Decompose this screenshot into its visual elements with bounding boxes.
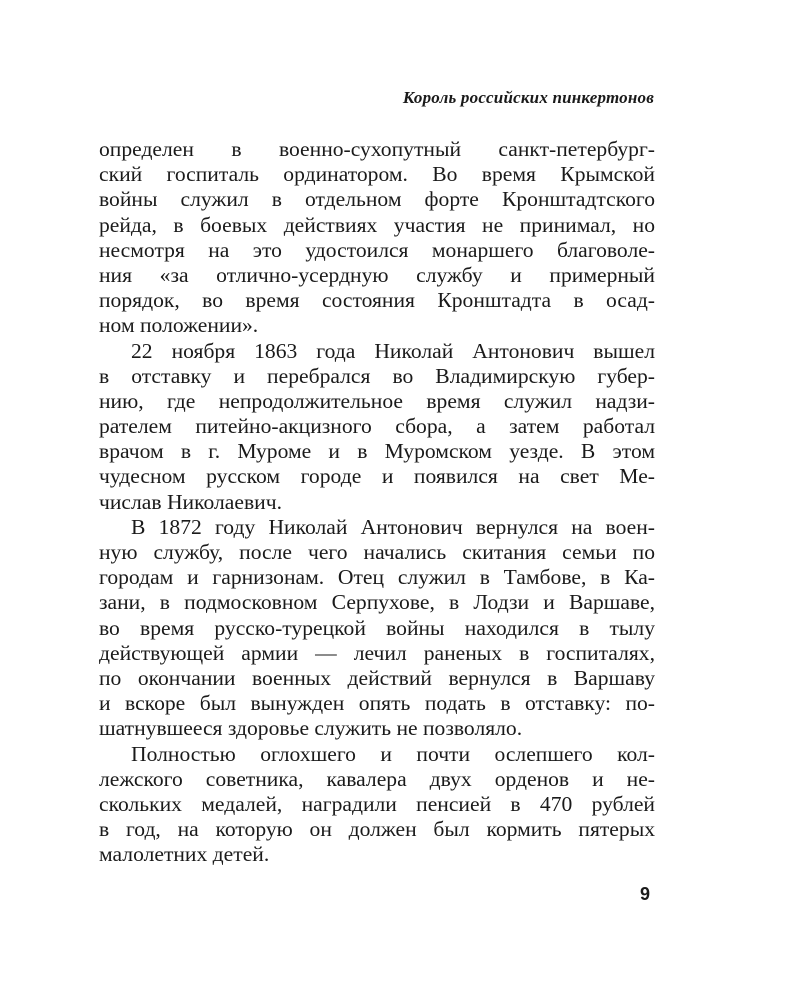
text-line: и вскоре был вынужден опять подать в отставку: по- [99, 691, 655, 716]
text-line: лежского советника, кавалера двух орденов и не- [99, 766, 655, 791]
text-line: скольких медалей, наградили пенсией в 470 рублей [99, 791, 655, 816]
page-number: 9 [639, 884, 650, 904]
running-head: Король российских пинкертонов [402, 88, 654, 107]
text-line: чудесном русском городе и появился на свет Ме- [99, 464, 655, 489]
text-line: нию, где непродолжительное время служил надзи- [99, 388, 655, 413]
text-line: порядок, во время состояния Кронштадта в осад- [99, 288, 655, 313]
text-line: ную службу, после чего начались скитания семьи по [99, 540, 655, 564]
paragraph-4 [99, 742, 655, 868]
text-line: несмотря на это удостоился монаршего благоволе- [99, 237, 655, 262]
paragraph-2 [99, 339, 655, 515]
text-line: Полностью оглохшего и почти ослепшего кол- [131, 741, 655, 766]
text-line: зани, в подмосковном Серпухове, в Лодзи и Варшаве, [99, 590, 655, 615]
text-line: ном положении». [99, 313, 259, 338]
text-line: рейда, в боевых действиях участия не принимал, но [99, 212, 655, 237]
text-line: определен в военно-сухопутный санкт-петербург- [99, 137, 655, 161]
text-line: рателем питейно-акцизного сбора, а затем работал [99, 414, 655, 439]
text-line: врачом в г. Муроме и в Муромском уезде. В этом [99, 439, 655, 464]
text-line: городам и гарнизонам. Отец служил в Тамбове, в Ка- [99, 565, 655, 590]
text-line: в отставку и перебрался во Владимирскую губер- [99, 363, 655, 388]
paragraph-1 [99, 137, 655, 339]
text-line: В 1872 году Николай Антонович вернулся на воен- [131, 514, 655, 539]
body-text [99, 137, 655, 867]
text-line: ния «за отлично-усердную службу и примерный [99, 262, 655, 287]
text-line: шатнувшееся здоровье служить не позволяло. [99, 716, 523, 741]
text-line: по окончании военных действий вернулся в Варшаву [99, 665, 655, 690]
text-line: ский госпиталь ординатором. Во время Крымской [99, 162, 655, 187]
text-line: войны служил в отдельном форте Кронштадтского [99, 187, 655, 212]
text-line: 22 ноября 1863 года Николай Антонович вышел [131, 338, 655, 363]
text-line: в год, на которую он должен был кормить пятерых [99, 817, 655, 842]
paragraph-3 [99, 515, 655, 742]
text-line: во время русско-турецкой войны находился в тылу [99, 615, 655, 640]
text-line: числав Николаевич. [99, 489, 282, 514]
text-line: малолетних детей. [99, 842, 270, 867]
text-line: действующей армии — лечил раненых в госпиталях, [99, 640, 655, 665]
